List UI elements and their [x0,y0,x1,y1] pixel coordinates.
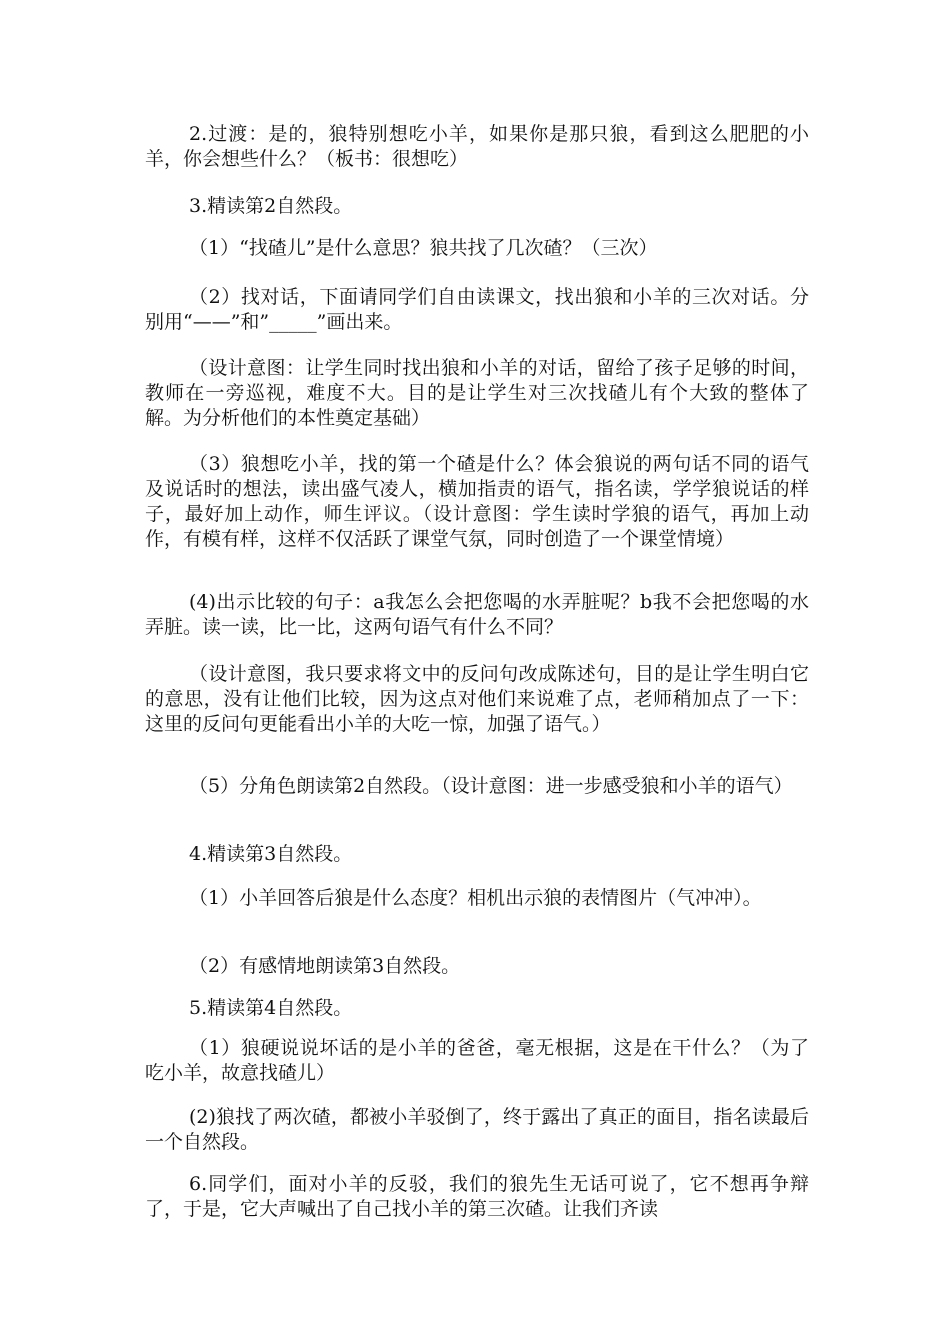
paragraph-design-intent-1: （设计意图：让学生同时找出狼和小羊的对话，留给了孩子足够的时间，教师在一旁巡视，难度不大。目的是让学生对三次找碴儿有个大致的整体了解。为分析他们的本性奠定基础） [145,357,809,429]
paragraph-question-1: （1）“找碴儿”是什么意思？狼共找了几次碴？（三次） [189,237,658,259]
paragraph-question-3: （3）狼想吃小羊，找的第一个碴是什么？体会狼说的两句话不同的语气及说话时的想法，读出盛气凌人，横加指责的语气，指名读，学学狼说话的样子，最好加上动作，师生评议。（设计意图：学生读时学狼的语气，再加上动作，有模有样，这样不仅活跃了课堂气氛，同时创造了一个课堂情境） [145,453,809,550]
paragraph-section-4-question-2: （2）有感情地朗读第3自然段。 [189,955,461,977]
paragraph-section-5-question-1: （1）狼硬说说坏话的是小羊的爸爸，毫无根据，这是在干什么？（为了吃小羊，故意找碴儿） [145,1037,809,1084]
paragraph-question-2: （2）找对话，下面请同学们自由读课文，找出狼和小羊的三次对话。分别用“——”和”_____”画出来。 [145,286,809,333]
paragraph-heading-section-3: 3.精读第2自然段。 [189,195,353,217]
paragraph-heading-section-4: 4.精读第3自然段。 [189,843,353,865]
paragraph-section-6: 6.同学们，面对小羊的反驳，我们的狼先生无话可说了，它不想再争辩了，于是，它大声喊出了自己找小羊的第三次碴。让我们齐读 [145,1173,809,1220]
paragraph-question-4: (4)出示比较的句子：a我怎么会把您喝的水弄脏呢？b我不会把您喝的水弄脏。读一读，比一比，这两句语气有什么不同？ [145,591,809,638]
paragraph-section-4-question-1: （1）小羊回答后狼是什么态度？相机出示狼的表情图片（气冲冲）。 [189,887,762,909]
paragraph-transition: 2.过渡：是的，狼特别想吃小羊，如果你是那只狼，看到这么肥肥的小羊，你会想些什么？（板书：很想吃） [145,123,809,170]
paragraph-heading-section-5: 5.精读第4自然段。 [189,997,353,1019]
paragraph-section-5-question-2: (2)狼找了两次碴，都被小羊驳倒了，终于露出了真正的面目，指名读最后一个自然段。 [145,1106,809,1153]
paragraph-design-intent-2: （设计意图，我只要求将文中的反问句改成陈述句，目的是让学生明白它的意思，没有让他们比较，因为这点对他们来说难了点，老师稍加点了一下：这里的反问句更能看出小羊的大吃一惊，加强了语气。） [145,663,809,735]
paragraph-question-5: （5）分角色朗读第2自然段。（设计意图：进一步感受狼和小羊的语气） [189,775,793,797]
